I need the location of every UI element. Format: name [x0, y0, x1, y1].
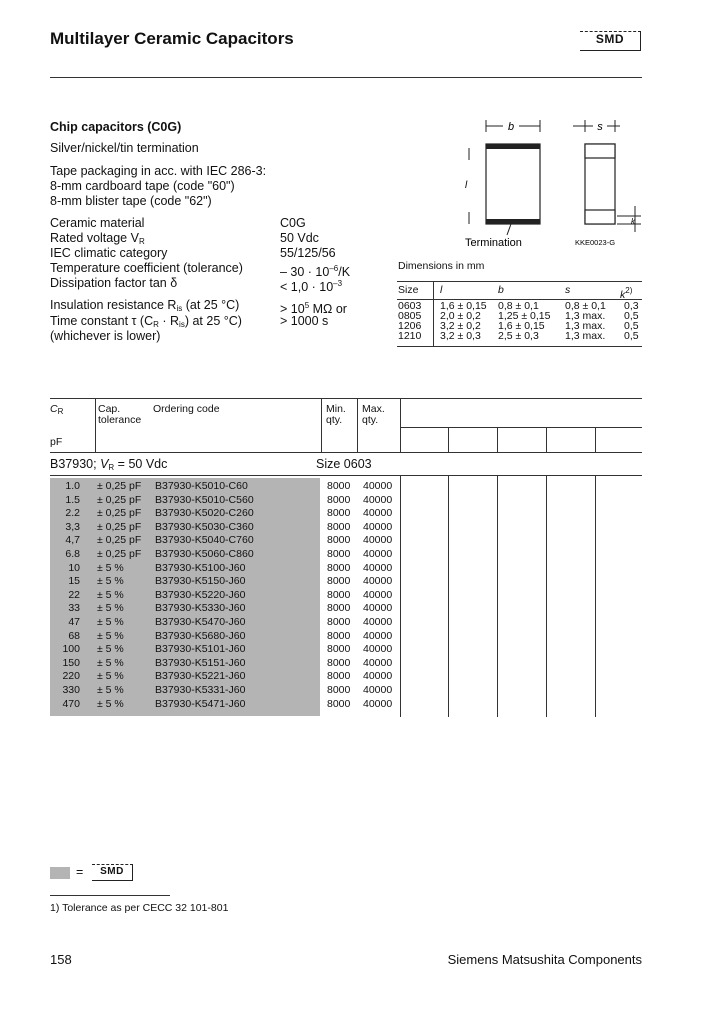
- chip-front-body: [486, 144, 540, 224]
- prop-label-material: Ceramic material: [50, 216, 145, 230]
- dim-cell-k: 0,5: [624, 310, 639, 322]
- cell-tolerance: ± 5 %: [97, 561, 124, 574]
- cell-ordering-code: B37930-K5030-C360: [155, 520, 254, 533]
- prop-value-climatic: 55/125/56: [280, 246, 336, 260]
- cell-max-qty: 40000: [363, 697, 393, 710]
- dim-header-s: s: [565, 284, 571, 296]
- cell-tolerance: ± 0,25 pF: [97, 507, 142, 520]
- cell-tolerance: ± 0,25 pF: [97, 480, 142, 492]
- cell-min-qty: 8000: [327, 561, 351, 574]
- cell-tolerance: ± 5 %: [97, 684, 124, 696]
- legend-equals: =: [76, 865, 84, 879]
- order-vline-5: [400, 476, 401, 717]
- cell-capacitance: 330: [62, 684, 80, 696]
- termination-label: Termination: [465, 237, 522, 249]
- order-vline-9: [497, 476, 498, 717]
- cell-capacitance: 220: [62, 670, 80, 683]
- cell-min-qty: 8000: [327, 534, 351, 547]
- section-title: Chip capacitors (C0G): [50, 120, 182, 134]
- series-label: B37930; $V_R = 50$ Vdc: [50, 457, 168, 472]
- dim-cell-size: 1206: [398, 320, 422, 332]
- legend-swatch: [50, 867, 70, 879]
- cell-capacitance: 3,3: [65, 520, 80, 533]
- order-vline-3: [357, 399, 358, 452]
- dim-k-label: k: [631, 217, 635, 226]
- cell-min-qty: 8000: [327, 643, 351, 656]
- whichever-note: (whichever is lower): [50, 329, 161, 343]
- order-header-inner-rule: [400, 427, 642, 428]
- termination-pointer: [507, 224, 511, 235]
- cell-min-qty: 8000: [327, 480, 351, 492]
- cell-ordering-code: B37930-K5331-J60: [155, 684, 246, 696]
- cell-capacitance: 6.8: [65, 548, 80, 560]
- cell-tolerance: ± 0,25 pF: [97, 493, 142, 506]
- series-rule: [50, 475, 642, 476]
- order-header-bottom-rule: [50, 452, 642, 453]
- tape-line-3: 8-mm blister tape (code "62"): [50, 194, 212, 208]
- smd-logo: SMD: [580, 31, 641, 51]
- order-header-min-qty: qty.: [326, 414, 343, 426]
- cell-min-qty: 8000: [327, 588, 351, 601]
- cell-ordering-code: B37930-K5221-J60: [155, 670, 246, 683]
- order-header-cap: Cap.: [98, 403, 121, 415]
- cell-ordering-code: B37930-K5471-J60: [155, 697, 246, 710]
- cell-max-qty: 40000: [363, 493, 393, 506]
- dim-cell-size: 0805: [398, 310, 422, 322]
- cell-min-qty: 8000: [327, 520, 351, 533]
- dim-cell-size: 0603: [398, 300, 422, 312]
- cell-max-qty: 40000: [363, 548, 393, 560]
- cell-tolerance: ± 5 %: [97, 697, 124, 710]
- cell-min-qty: 8000: [327, 548, 351, 560]
- cell-ordering-code: B37930-K5010-C560: [155, 493, 254, 506]
- legend-smd-logo: SMD: [92, 864, 133, 881]
- cell-max-qty: 40000: [363, 616, 393, 628]
- cell-capacitance: 2.2: [65, 507, 80, 520]
- cell-capacitance: 470: [62, 697, 80, 710]
- dim-cell-b: 2,5 ± 0,3: [498, 330, 539, 342]
- cell-tolerance: ± 5 %: [97, 643, 124, 656]
- dim-cell-s: 1,3 max.: [565, 320, 606, 332]
- termination-text: Silver/nickel/tin termination: [50, 141, 199, 155]
- order-header-ordering-code: Ordering code: [153, 403, 220, 415]
- chip-side-term-top: [585, 144, 615, 158]
- order-vline-13: [595, 476, 596, 717]
- diagram-code: KKE0023-G: [575, 238, 616, 247]
- order-vline-6: [448, 428, 449, 452]
- cell-ordering-code: B37930-K5101-J60: [155, 643, 246, 656]
- cell-max-qty: 40000: [363, 588, 393, 601]
- cell-ordering-code: B37930-K5060-C860: [155, 548, 254, 560]
- dim-l-label: l: [465, 180, 468, 191]
- chip-side-term-bottom: [585, 210, 615, 224]
- series-size: Size 0603: [316, 457, 372, 471]
- cell-min-qty: 8000: [327, 684, 351, 696]
- cell-capacitance: 68: [68, 629, 80, 642]
- footnote-rule: [50, 895, 170, 896]
- prop-value-material: C0G: [280, 216, 306, 230]
- dim-cell-k: 0,5: [624, 330, 639, 342]
- dim-cell-k: 0,5: [624, 320, 639, 332]
- cell-ordering-code: B37930-K5330-J60: [155, 602, 246, 615]
- chip-front-term-top: [486, 144, 540, 149]
- dim-cell-b: 0,8 ± 0,1: [498, 300, 539, 312]
- footnote: 1) Tolerance as per CECC 32 101-801: [50, 902, 229, 914]
- dim-cell-s: 0,8 ± 0,1: [565, 300, 606, 312]
- page-title: Multilayer Ceramic Capacitors: [50, 29, 294, 48]
- dim-table-vline: [433, 282, 434, 346]
- cell-tolerance: ± 0,25 pF: [97, 520, 142, 533]
- company-name: Siemens Matsushita Components: [447, 952, 642, 967]
- cell-tolerance: ± 0,25 pF: [97, 548, 142, 560]
- cell-capacitance: 1.0: [65, 480, 80, 492]
- order-vline-8: [497, 428, 498, 452]
- cell-ordering-code: B37930-K5040-C760: [155, 534, 254, 547]
- order-header-max-qty: qty.: [362, 414, 379, 426]
- order-header-tolerance: tolerance: [98, 414, 142, 426]
- cell-max-qty: 40000: [363, 684, 393, 696]
- cell-max-qty: 40000: [363, 507, 393, 520]
- dim-cell-l: 3,2 ± 0,2: [440, 320, 481, 332]
- dim-header-l: l: [440, 284, 443, 296]
- cell-min-qty: 8000: [327, 697, 351, 710]
- cell-max-qty: 40000: [363, 602, 393, 615]
- dim-cell-s: 1,3 max.: [565, 330, 606, 342]
- order-vline-10: [546, 428, 547, 452]
- order-vline-7: [448, 476, 449, 717]
- order-vline-1: [95, 399, 96, 452]
- time-constant-value: > 1000 s: [280, 314, 329, 328]
- dim-cell-s: 1,3 max.: [565, 310, 606, 322]
- insulation-label: Insulation resistance $R_{is}$ (at 25 °C): [50, 298, 240, 313]
- cell-ordering-code: B37930-K5151-J60: [155, 656, 246, 669]
- cell-capacitance: 1.5: [65, 493, 80, 506]
- prop-label-tempcoef: Temperature coefficient (tolerance): [50, 261, 243, 275]
- dim-cell-l: 3,2 ± 0,3: [440, 330, 481, 342]
- order-header-unit: pF: [50, 436, 63, 448]
- dim-cell-l: 1,6 ± 0,15: [440, 300, 487, 312]
- order-header-min: Min.: [326, 403, 346, 415]
- cell-min-qty: 8000: [327, 602, 351, 615]
- cell-max-qty: 40000: [363, 480, 393, 492]
- dimensions-caption: Dimensions in mm: [398, 260, 485, 272]
- cell-ordering-code: B37930-K5100-J60: [155, 561, 246, 574]
- cell-tolerance: ± 5 %: [97, 670, 124, 683]
- tape-line-2: 8-mm cardboard tape (code "60"): [50, 179, 235, 193]
- cell-tolerance: ± 5 %: [97, 656, 124, 669]
- dim-s-label: s: [597, 121, 603, 133]
- cell-capacitance: 47: [68, 616, 80, 628]
- cell-max-qty: 40000: [363, 670, 393, 683]
- cell-capacitance: 4,7: [65, 534, 80, 547]
- cell-min-qty: 8000: [327, 493, 351, 506]
- cell-min-qty: 8000: [327, 670, 351, 683]
- order-vline-12: [595, 428, 596, 452]
- prop-label-dissipation: Dissipation factor tan δ: [50, 276, 178, 290]
- cell-ordering-code: B37930-K5680-J60: [155, 629, 246, 642]
- cell-ordering-code: B37930-K5470-J60: [155, 616, 246, 628]
- cell-tolerance: ± 5 %: [97, 602, 124, 615]
- order-vline-4: [400, 399, 401, 452]
- order-table-top-rule: [50, 398, 642, 399]
- tape-line-1: Tape packaging in acc. with IEC 286-3:: [50, 164, 267, 178]
- cell-min-qty: 8000: [327, 629, 351, 642]
- cell-max-qty: 40000: [363, 575, 393, 588]
- insulation-value: > $10^5$ MΩ or: [280, 301, 347, 316]
- cell-max-qty: 40000: [363, 534, 393, 547]
- cell-max-qty: 40000: [363, 656, 393, 669]
- order-header-cr: $C_R$: [50, 403, 64, 416]
- cell-min-qty: 8000: [327, 507, 351, 520]
- order-vline-11: [546, 476, 547, 717]
- page-number: 158: [50, 952, 72, 967]
- prop-value-voltage: 50 Vdc: [280, 231, 319, 245]
- dim-cell-b: 1,25 ± 0,15: [498, 310, 551, 322]
- cell-ordering-code: B37930-K5020-C260: [155, 507, 254, 520]
- dim-table-bottom-rule: [397, 346, 642, 347]
- dim-cell-l: 2,0 ± 0,2: [440, 310, 481, 322]
- cell-tolerance: ± 0,25 pF: [97, 534, 142, 547]
- cell-ordering-code: B37930-K5220-J60: [155, 588, 246, 601]
- dim-header-size: Size: [398, 284, 419, 296]
- prop-label-voltage: Rated voltage $V_R$: [50, 231, 145, 246]
- cell-capacitance: 33: [68, 602, 80, 615]
- cell-min-qty: 8000: [327, 656, 351, 669]
- prop-label-climatic: IEC climatic category: [50, 246, 168, 260]
- cell-tolerance: ± 5 %: [97, 616, 124, 628]
- cell-capacitance: 100: [62, 643, 80, 656]
- order-vline-2: [321, 399, 322, 452]
- dim-header-k: $k^{2)}$: [620, 286, 633, 301]
- prop-value-dissipation: < $1,0 \cdot 10^{-3}$: [280, 279, 343, 294]
- cell-min-qty: 8000: [327, 616, 351, 628]
- cell-ordering-code: B37930-K5010-C60: [155, 480, 248, 492]
- cell-capacitance: 10: [68, 561, 80, 574]
- cell-capacitance: 15: [68, 575, 80, 588]
- cell-max-qty: 40000: [363, 520, 393, 533]
- time-constant-label: Time constant τ $(C_R \cdot R_{is})$ at 25 °C): [50, 314, 242, 329]
- cell-min-qty: 8000: [327, 575, 351, 588]
- cell-max-qty: 40000: [363, 561, 393, 574]
- cell-tolerance: ± 5 %: [97, 575, 124, 588]
- cell-tolerance: ± 5 %: [97, 588, 124, 601]
- header-rule: [50, 77, 642, 78]
- cell-max-qty: 40000: [363, 629, 393, 642]
- prop-value-tempcoef: – $30 \cdot 10^{-6}/K$: [280, 264, 351, 279]
- dim-cell-b: 1,6 ± 0,15: [498, 320, 545, 332]
- dim-header-b: b: [498, 284, 504, 296]
- order-header-max: Max.: [362, 403, 385, 415]
- cell-tolerance: ± 5 %: [97, 629, 124, 642]
- chip-front-term-bottom: [486, 219, 540, 224]
- dim-cell-k: 0,3: [624, 300, 639, 312]
- dim-cell-size: 1210: [398, 330, 422, 342]
- chip-dimension-diagram: [455, 112, 645, 252]
- cell-max-qty: 40000: [363, 643, 393, 656]
- cell-ordering-code: B37930-K5150-J60: [155, 575, 246, 588]
- cell-capacitance: 150: [62, 656, 80, 669]
- cell-capacitance: 22: [68, 588, 80, 601]
- dim-b-label: b: [507, 121, 515, 133]
